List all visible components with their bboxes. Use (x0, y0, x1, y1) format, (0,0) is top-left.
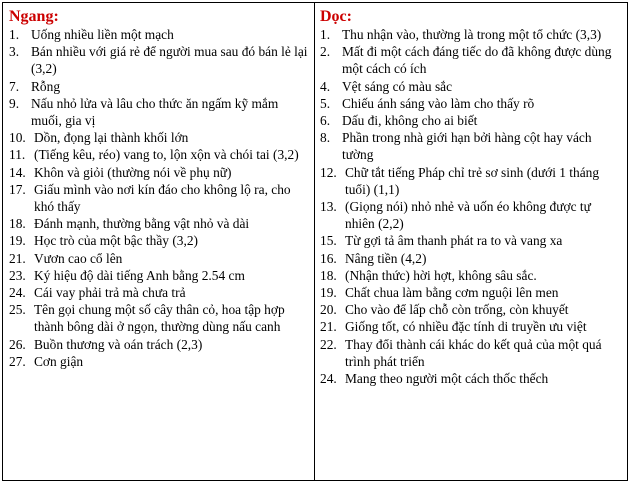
across-clue-item (9, 232, 310, 249)
down-clue-number: 12. (320, 164, 337, 180)
down-clue-item (320, 43, 623, 77)
down-clue-item (320, 250, 623, 267)
across-column (3, 3, 315, 480)
down-clue-text: Thu nhận vào, thường là trong một tổ chức (3,3) (342, 27, 602, 42)
across-clue-number: 26. (9, 336, 26, 352)
across-clue-item (9, 43, 310, 77)
across-clue-text: Học trò của một bậc thầy (3,2) (34, 233, 198, 249)
down-heading: Dọc: (320, 8, 352, 25)
across-clue-text: Nấu nhỏ lửa và lâu cho thức ăn ngấm kỹ mắm muối, gia vị (31, 95, 279, 129)
across-clue-number: 19. (9, 233, 26, 249)
down-clue-number: 5. (320, 95, 331, 111)
across-clue-number: 7. (9, 78, 20, 94)
down-clue-item (320, 95, 623, 112)
down-clue-text: Phần trong nhà giới hạn bởi hàng cột hay vách tường (342, 130, 592, 163)
across-clue-number: 14. (9, 164, 26, 180)
across-clue-item (9, 336, 310, 353)
down-clue-number: 13. (320, 199, 337, 215)
down-clue-text: Chữ tắt tiếng Pháp chỉ trẻ sơ sinh (dưới 1 tháng tuổi) (1,1) (345, 164, 600, 197)
down-clue-number: 15. (320, 233, 337, 249)
down-clue-item (320, 129, 623, 163)
across-clue-number: 25. (9, 302, 26, 318)
across-clue-text: Ký hiệu độ dài tiếng Anh bằng 2.54 cm (34, 267, 245, 283)
across-clue-item (9, 267, 310, 284)
down-clue-item (320, 78, 623, 95)
across-clue-text: Vươn cao cổ lên (34, 250, 123, 266)
across-clue-item (9, 301, 310, 335)
across-clue-item (9, 181, 310, 215)
down-clue-number: 24. (320, 371, 337, 387)
across-clue-text: Bán nhiều với giá rẻ để người mua sau đó bán lẻ lại (3,2) (31, 44, 308, 77)
across-clue-number: 21. (9, 250, 26, 266)
down-clue-item (320, 318, 623, 335)
across-clue-item (9, 95, 310, 129)
down-clue-number: 1. (320, 27, 331, 42)
across-heading: Ngang: (9, 8, 59, 25)
across-clue-item (9, 284, 310, 301)
across-clue-text: Giấu mình vào nơi kín đáo cho không lộ ra, cho khó thấy (34, 181, 291, 215)
down-clue-item (320, 112, 623, 129)
down-clue-item (320, 164, 623, 198)
across-clue-number: 3. (9, 44, 20, 60)
down-clue-number: 19. (320, 285, 337, 301)
across-clue-list (9, 26, 310, 370)
across-clue-text: Cơn giận (34, 353, 84, 369)
across-clue-number: 27. (9, 353, 26, 369)
down-clue-number: 4. (320, 78, 331, 94)
across-clue-number: 23. (9, 267, 26, 283)
down-clue-number: 20. (320, 302, 337, 318)
across-clue-item (9, 353, 310, 370)
across-clue-item (9, 250, 310, 267)
down-clue-number: 16. (320, 250, 337, 266)
down-clue-text: Chiếu ánh sáng vào làm cho thấy rõ (342, 95, 535, 111)
across-clue-number: 18. (9, 216, 26, 232)
down-clue-text: Mất đi một cách đáng tiếc do đã không được dùng một cách có ích (342, 44, 612, 77)
down-clue-item (320, 198, 623, 232)
down-clue-item (320, 267, 623, 284)
crossword-clue-table (2, 2, 628, 481)
down-clue-number: 8. (320, 130, 331, 146)
down-clue-text: Dấu đi, không cho ai biết (342, 113, 478, 129)
down-clue-text: Giống tốt, có nhiều đặc tính di truyền ưu việt (345, 319, 587, 335)
down-clue-text: Chất chua làm bằng cơm nguội lên men (345, 285, 559, 301)
across-clue-text: (Tiếng kêu, réo) vang to, lộn xộn và chói tai (3,2) (34, 147, 299, 163)
down-clue-item (320, 301, 623, 318)
down-clue-text: Từ gợi tả âm thanh phát ra to và vang xa (345, 233, 563, 249)
down-clue-item (320, 370, 623, 387)
down-clue-text: (Giọng nói) nhỏ nhẻ và uốn éo không được tự nhiên (2,2) (345, 199, 591, 232)
across-clue-text: Buồn thương và oán trách (2,3) (34, 336, 203, 352)
across-clue-text: Dồn, đọng lại thành khối lớn (34, 130, 189, 146)
across-clue-text: Khôn và giỏi (thường nói về phụ nữ) (34, 164, 232, 180)
down-clue-text: Cho vào để lấp chỗ còn trống, còn khuyết (345, 302, 569, 318)
down-clue-number: 2. (320, 44, 331, 60)
across-clue-text: Rỗng (31, 78, 61, 94)
down-clue-list (320, 26, 623, 387)
across-clue-number: 11. (9, 147, 26, 163)
across-clue-text: Tên gọi chung một số cây thân cỏ, hoa tập hợp thành bông dài ở ngọn, thường dùng nấu canh (34, 302, 285, 335)
down-clue-text: Mang theo người một cách thốc thếch (345, 371, 549, 387)
across-clue-item (9, 26, 310, 43)
across-clue-text: Uống nhiều liền một mạch (31, 27, 174, 42)
across-clue-item (9, 78, 310, 95)
down-clue-text: Thay đổi thành cái khác do kết quả của một quá trình phát triển (345, 336, 602, 369)
down-clue-number: 6. (320, 113, 331, 129)
down-clue-number: 18. (320, 267, 337, 283)
across-clue-number: 1. (9, 27, 20, 42)
down-clue-number: 22. (320, 336, 337, 352)
across-clue-item (9, 129, 310, 146)
across-clue-number: 9. (9, 95, 20, 111)
across-clue-item (9, 146, 310, 163)
down-clue-text: Nâng tiền (4,2) (345, 250, 427, 266)
down-clue-item (320, 232, 623, 249)
down-clue-item (320, 336, 623, 370)
across-clue-item (9, 164, 310, 181)
down-clue-text: Vệt sáng có màu sắc (342, 78, 453, 94)
down-clue-text: (Nhận thức) hời hợt, không sâu sắc. (345, 267, 537, 283)
down-column (315, 3, 627, 480)
across-clue-number: 10. (9, 130, 26, 146)
down-clue-number: 21. (320, 319, 337, 335)
across-clue-number: 24. (9, 285, 26, 301)
across-clue-number: 17. (9, 181, 26, 197)
across-clue-item (9, 215, 310, 232)
across-clue-text: Đánh mạnh, thường bằng vật nhỏ và dài (34, 216, 250, 232)
down-clue-item (320, 284, 623, 301)
across-clue-text: Cái vay phải trả mà chưa trả (34, 285, 186, 301)
down-clue-item (320, 26, 623, 43)
